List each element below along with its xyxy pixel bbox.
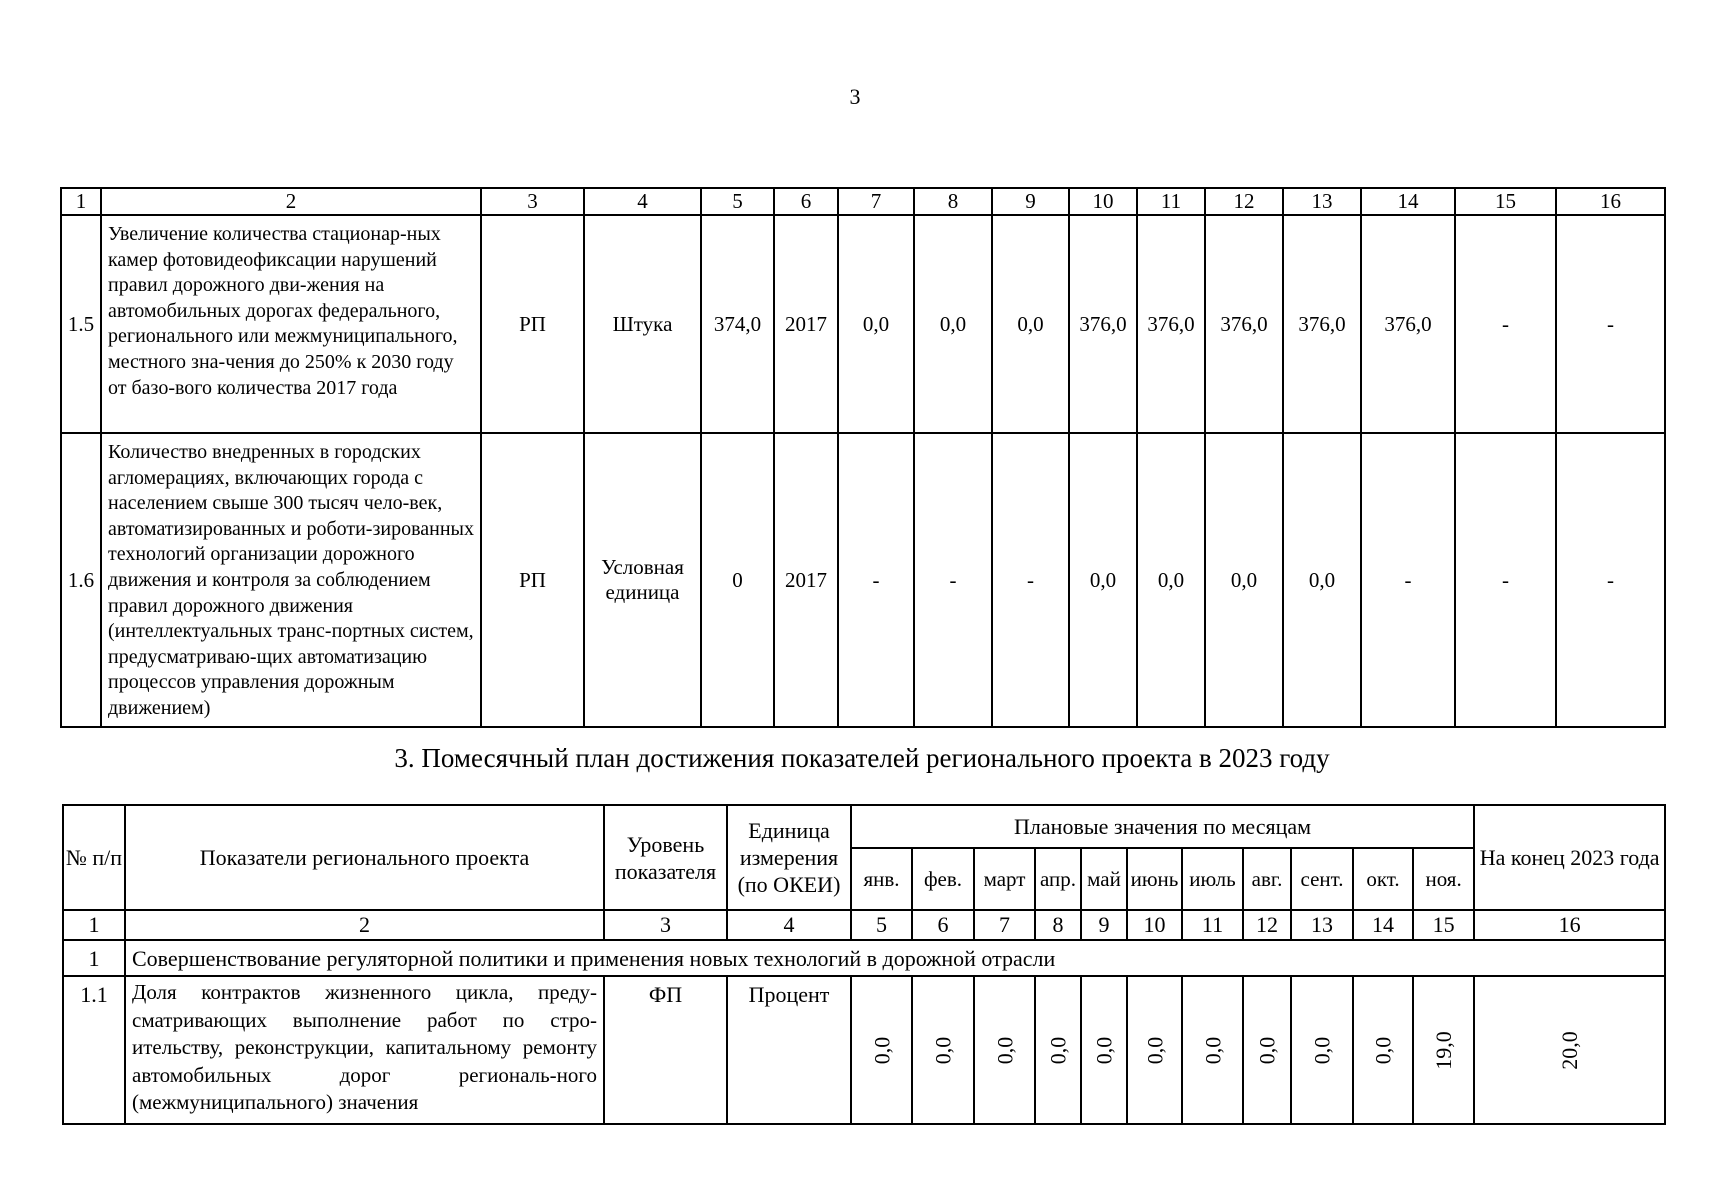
indicator-level: РП	[481, 433, 584, 727]
section-name: Совершенствование регуляторной политики и применения новых технологий в дорожной отрасли	[125, 940, 1665, 976]
column-number: 13	[1283, 188, 1361, 215]
value-cell: 0,0	[914, 215, 992, 433]
header-indicator: Показатели регионального проекта	[125, 805, 604, 910]
column-number: 9	[1081, 910, 1127, 940]
column-number: 11	[1182, 910, 1243, 940]
column-number: 12	[1205, 188, 1283, 215]
header-row	[63, 805, 1665, 848]
value-cell: 376,0	[1137, 215, 1205, 433]
column-number: 3	[604, 910, 727, 940]
monthly-value-cell	[1243, 976, 1291, 1124]
base-year: 2017	[774, 433, 838, 727]
value-cell: 376,0	[1283, 215, 1361, 433]
base-year: 2017	[774, 215, 838, 433]
page-number: 3	[849, 84, 861, 109]
header-level: Уровень показателя	[604, 805, 727, 910]
monthly-value-cell	[1127, 976, 1182, 1124]
monthly-value-cell	[1081, 976, 1127, 1124]
monthly-value: 0,0	[1142, 1036, 1167, 1064]
section-number: 1	[63, 940, 125, 976]
month-header: ноя.	[1413, 848, 1474, 910]
indicator-name: Количество внедренных в городских агломерациях, включающих города с населением свыше 300 тысяч чело-век, автоматизированных и роботи-зированных технологий организации дорожного движения и контроля за соблюдением правил дорожного движения (интеллектуальных транс-портных систем, предусматриваю-щих автоматизацию процессов управления дорожным движением)	[101, 433, 481, 727]
header-planned-values: Плановые значения по месяцам	[851, 805, 1474, 848]
column-number: 12	[1243, 910, 1291, 940]
month-header: сент.	[1291, 848, 1353, 910]
header-year-end: На конец 2023 года	[1474, 805, 1665, 910]
base-value: 0	[701, 433, 774, 727]
month-header: июнь	[1127, 848, 1182, 910]
table-row	[63, 976, 1665, 1124]
month-header: янв.	[851, 848, 912, 910]
value-cell: -	[838, 433, 914, 727]
monthly-value-cell	[1035, 976, 1081, 1124]
value-cell: -	[992, 433, 1069, 727]
column-number: 2	[125, 910, 604, 940]
monthly-value-cell	[974, 976, 1035, 1124]
monthly-value-cell	[1291, 976, 1353, 1124]
table-row	[61, 215, 1665, 433]
indicator-level: РП	[481, 215, 584, 433]
column-number: 1	[63, 910, 125, 940]
column-number: 2	[101, 188, 481, 215]
column-number-row	[61, 188, 1665, 215]
column-number: 6	[774, 188, 838, 215]
row-number: 1.1	[63, 976, 125, 1124]
monthly-value: 19,0	[1431, 1030, 1457, 1070]
year-end-value-cell	[1474, 976, 1665, 1124]
monthly-value-cell	[1413, 976, 1474, 1124]
unit-of-measure: Процент	[727, 976, 851, 1124]
monthly-value-cell	[851, 976, 912, 1124]
value-cell: -	[1556, 433, 1665, 727]
column-number: 3	[481, 188, 584, 215]
column-number: 7	[974, 910, 1035, 940]
column-number: 8	[914, 188, 992, 215]
column-number: 16	[1474, 910, 1665, 940]
value-cell: 0,0	[1137, 433, 1205, 727]
row-number: 1.6	[61, 433, 101, 727]
monthly-value: 0,0	[1370, 1036, 1396, 1064]
section-row	[63, 940, 1665, 976]
column-number: 7	[838, 188, 914, 215]
column-number-row	[63, 910, 1665, 940]
value-cell: 376,0	[1205, 215, 1283, 433]
month-header: апр.	[1035, 848, 1081, 910]
value-cell: 376,0	[1069, 215, 1137, 433]
monthly-value: 0,0	[1200, 1036, 1225, 1064]
value-cell: -	[914, 433, 992, 727]
table-row	[61, 433, 1665, 727]
column-number: 9	[992, 188, 1069, 215]
column-number: 5	[701, 188, 774, 215]
month-header: окт.	[1353, 848, 1413, 910]
month-header: июль	[1182, 848, 1243, 910]
indicators-table-continued	[60, 187, 1666, 728]
base-value: 374,0	[701, 215, 774, 433]
column-number: 16	[1556, 188, 1665, 215]
indicator-level: ФП	[604, 976, 727, 1124]
column-number: 8	[1035, 910, 1081, 940]
value-cell: -	[1361, 433, 1455, 727]
month-header: фев.	[912, 848, 974, 910]
unit-of-measure: Условная единица	[584, 433, 701, 727]
value-cell: -	[1455, 215, 1556, 433]
value-cell: 0,0	[1069, 433, 1137, 727]
monthly-value: 0,0	[930, 1036, 956, 1064]
month-header: март	[974, 848, 1035, 910]
monthly-value-cell	[912, 976, 974, 1124]
column-number: 15	[1455, 188, 1556, 215]
header-num: № п/п	[63, 805, 125, 910]
value-cell: 0,0	[1205, 433, 1283, 727]
column-number: 10	[1069, 188, 1137, 215]
monthly-value: 0,0	[1091, 1036, 1117, 1064]
column-number: 14	[1361, 188, 1455, 215]
column-number: 4	[584, 188, 701, 215]
column-number: 15	[1413, 910, 1474, 940]
monthly-value: 0,0	[1309, 1036, 1335, 1064]
column-number: 1	[61, 188, 101, 215]
monthly-value: 0,0	[992, 1036, 1017, 1064]
monthly-value-cell	[1353, 976, 1413, 1124]
indicator-name: Доля контрактов жизненного цикла, преду-сматривающих выполнение работ по стро-ительству, реконструкции, капитальному ремонту автомобильных дорог региональ-ного (межмуниципального) значения	[125, 976, 604, 1124]
month-header: авг.	[1243, 848, 1291, 910]
header-unit: Единица измерения (по ОКЕИ)	[727, 805, 851, 910]
value-cell: 0,0	[1283, 433, 1361, 727]
value-cell: 0,0	[838, 215, 914, 433]
indicator-name: Увеличение количества стационар-ных камер фотовидеофиксации нарушений правил дорожного дви-жения на автомобильных дорогах федерального, регионального или межмуниципального, местного зна-чения до 250% к 2030 году от базо-вого количества 2017 года	[101, 215, 481, 433]
month-header: май	[1081, 848, 1127, 910]
column-number: 5	[851, 910, 912, 940]
monthly-plan-table	[62, 804, 1666, 1125]
column-number: 10	[1127, 910, 1182, 940]
column-number: 13	[1291, 910, 1353, 940]
column-number: 11	[1137, 188, 1205, 215]
monthly-value: 0,0	[1254, 1036, 1280, 1064]
unit-of-measure: Штука	[584, 215, 701, 433]
value-cell: 0,0	[992, 215, 1069, 433]
value-cell: -	[1556, 215, 1665, 433]
column-number: 4	[727, 910, 851, 940]
monthly-value: 0,0	[869, 1036, 894, 1064]
value-cell: -	[1455, 433, 1556, 727]
section-title: 3. Помесячный план достижения показателей регионального проекта в 2023 году	[394, 743, 1330, 773]
monthly-value-cell	[1182, 976, 1243, 1124]
year-end-value: 20,0	[1557, 1030, 1583, 1070]
row-number: 1.5	[61, 215, 101, 433]
monthly-value: 0,0	[1045, 1036, 1071, 1064]
column-number: 6	[912, 910, 974, 940]
value-cell: 376,0	[1361, 215, 1455, 433]
column-number: 14	[1353, 910, 1413, 940]
